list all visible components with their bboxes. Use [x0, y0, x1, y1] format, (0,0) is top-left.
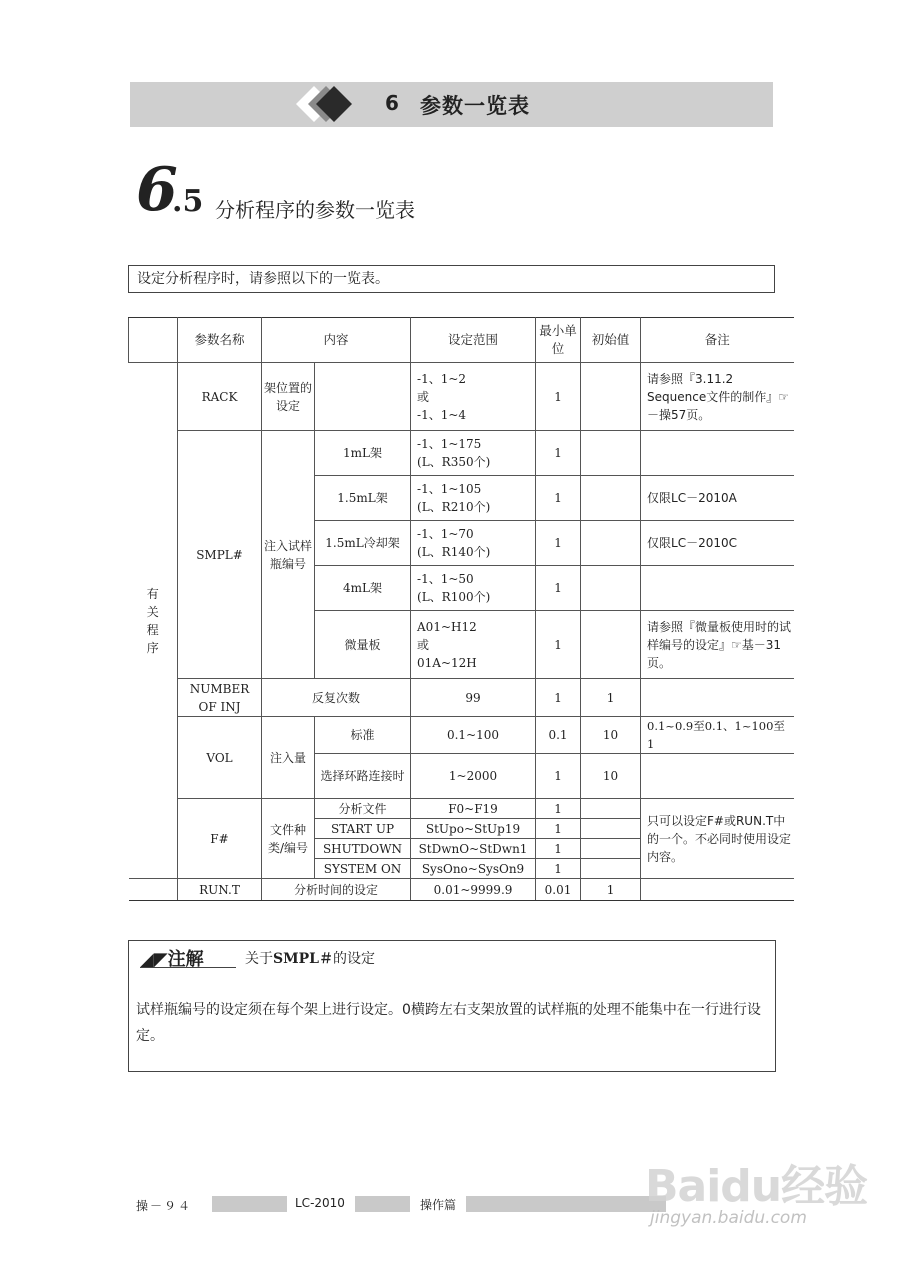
param-unit: 1	[536, 754, 581, 799]
param-unit: 0.1	[536, 717, 581, 754]
footer-bar	[466, 1196, 666, 1212]
footer-bar	[355, 1196, 410, 1212]
param-remark	[641, 431, 794, 476]
param-content: 反复次数	[262, 679, 411, 717]
param-unit: 1	[536, 363, 581, 431]
param-subcontent	[315, 363, 411, 431]
table-row	[129, 717, 794, 754]
header-content: 内容	[262, 318, 411, 363]
table-header-row	[129, 318, 794, 363]
param-range: -1、1~175 (L、R350个)	[411, 431, 536, 476]
param-subcontent: 分析文件	[315, 799, 411, 819]
group-label-cell: 有 关 程 序	[129, 363, 178, 879]
param-initial: 1	[581, 879, 641, 901]
param-name: NUMBER OF INJ	[178, 679, 262, 717]
parameter-table	[128, 317, 794, 901]
chapter-title: 参数一览表	[420, 94, 530, 118]
param-initial	[581, 799, 641, 819]
note-body: 试样瓶编号的设定须在每个架上进行设定。0横跨左右支架放置的试样瓶的处理不能集中在一行进行设定。	[136, 1002, 761, 1044]
diamond-arrows-icon	[296, 86, 356, 122]
param-remark: 仅限LC－2010A	[641, 476, 794, 521]
param-initial: 10	[581, 754, 641, 799]
param-subcontent: START UP	[315, 819, 411, 839]
param-content: 架位置的设定	[262, 363, 315, 431]
param-subcontent: 标准	[315, 717, 411, 754]
param-unit: 1	[536, 799, 581, 819]
param-name: SMPL#	[178, 431, 262, 679]
param-range: 1~2000	[411, 754, 536, 799]
param-range: SysOno~SysOn9	[411, 859, 536, 879]
param-remark	[641, 566, 794, 611]
chapter-number: 6	[385, 91, 399, 115]
param-subcontent: 1.5mL架	[315, 476, 411, 521]
param-remark: 请参照『3.11.2 Sequence文件的制作』☞－操57页。	[641, 363, 794, 431]
watermark-logo: Baidu经验	[645, 1161, 868, 1212]
watermark-url: jingyan.baidu.com	[650, 1208, 807, 1228]
param-range: -1、1~2 或 -1、1~4	[411, 363, 536, 431]
param-range: StDwnO~StDwn1	[411, 839, 536, 859]
param-name: RUN.T	[178, 879, 262, 901]
param-remark	[641, 679, 794, 717]
section-major-number: 6	[136, 155, 178, 225]
param-initial	[581, 431, 641, 476]
note-heading-underline	[140, 967, 236, 968]
param-remark: 0.1~0.9至0.1、1~100至1	[641, 717, 794, 754]
footer-section: 操作篇	[420, 1198, 457, 1212]
param-subcontent: SYSTEM ON	[315, 859, 411, 879]
param-subcontent: 1mL架	[315, 431, 411, 476]
group-label-cell-end	[129, 879, 178, 901]
param-subcontent: 选择环路连接时	[315, 754, 411, 799]
param-initial: 1	[581, 679, 641, 717]
param-initial	[581, 566, 641, 611]
param-unit: 1	[536, 859, 581, 879]
header-param-name: 参数名称	[178, 318, 262, 363]
param-name: VOL	[178, 717, 262, 799]
param-range: F0~F19	[411, 799, 536, 819]
param-remark	[641, 879, 794, 901]
param-range: A01~H12 或 01A~12H	[411, 611, 536, 679]
param-unit: 1	[536, 611, 581, 679]
footer-model: LC-2010	[295, 1196, 345, 1210]
param-initial	[581, 363, 641, 431]
param-initial	[581, 819, 641, 839]
param-unit: 1	[536, 819, 581, 839]
param-initial	[581, 839, 641, 859]
param-content: 注入量	[262, 717, 315, 799]
param-unit: 1	[536, 476, 581, 521]
param-unit: 1	[536, 566, 581, 611]
param-remark: 只可以设定F#或RUN.T中的一个。不必同时使用设定内容。	[641, 799, 794, 879]
param-initial	[581, 476, 641, 521]
param-unit: 1	[536, 431, 581, 476]
param-unit: 1	[536, 839, 581, 859]
note-heading: ◢◤注解	[140, 949, 204, 970]
param-initial	[581, 859, 641, 879]
param-remark: 仅限LC－2010C	[641, 521, 794, 566]
param-unit: 1	[536, 521, 581, 566]
group-header	[129, 318, 178, 363]
section-minor-number: .5	[172, 184, 204, 219]
param-subcontent: 1.5mL冷却架	[315, 521, 411, 566]
header-range: 设定范围	[411, 318, 536, 363]
section-title: 分析程序的参数一览表	[215, 198, 415, 222]
table-row	[129, 431, 794, 476]
param-unit: 0.01	[536, 879, 581, 901]
param-range: 0.01~9999.9	[411, 879, 536, 901]
param-unit: 1	[536, 679, 581, 717]
footer-bar	[212, 1196, 287, 1212]
param-subcontent: 微量板	[315, 611, 411, 679]
param-range: StUpo~StUp19	[411, 819, 536, 839]
header-remarks: 备注	[641, 318, 794, 363]
note-subtitle: 关于SMPL＃的设定	[245, 951, 375, 967]
param-range: -1、1~105 (L、R210个)	[411, 476, 536, 521]
param-range: 0.1~100	[411, 717, 536, 754]
param-name: RACK	[178, 363, 262, 431]
intro-text: 设定分析程序时，请参照以下的一览表。	[137, 271, 389, 287]
param-range: -1、1~70 (L、R140个)	[411, 521, 536, 566]
param-name: F#	[178, 799, 262, 879]
param-remark	[641, 754, 794, 799]
table-row	[129, 799, 794, 819]
param-remark: 请参照『微量板使用时的试样编号的设定』☞基－31页。	[641, 611, 794, 679]
footer-page-number: 操－９４	[136, 1199, 193, 1213]
param-initial	[581, 521, 641, 566]
table-row	[129, 679, 794, 717]
param-content: 分析时间的设定	[262, 879, 411, 901]
param-subcontent: SHUTDOWN	[315, 839, 411, 859]
param-content: 注入试样瓶编号	[262, 431, 315, 679]
header-initial: 初始值	[581, 318, 641, 363]
param-initial: 10	[581, 717, 641, 754]
param-initial	[581, 611, 641, 679]
param-range: -1、1~50 (L、R100个)	[411, 566, 536, 611]
header-min-unit: 最小单位	[536, 318, 581, 363]
param-range: 99	[411, 679, 536, 717]
param-subcontent: 4mL架	[315, 566, 411, 611]
table-row	[129, 363, 794, 431]
table-row	[129, 879, 794, 901]
param-content: 文件种类/编号	[262, 799, 315, 879]
intro-box	[128, 265, 775, 293]
